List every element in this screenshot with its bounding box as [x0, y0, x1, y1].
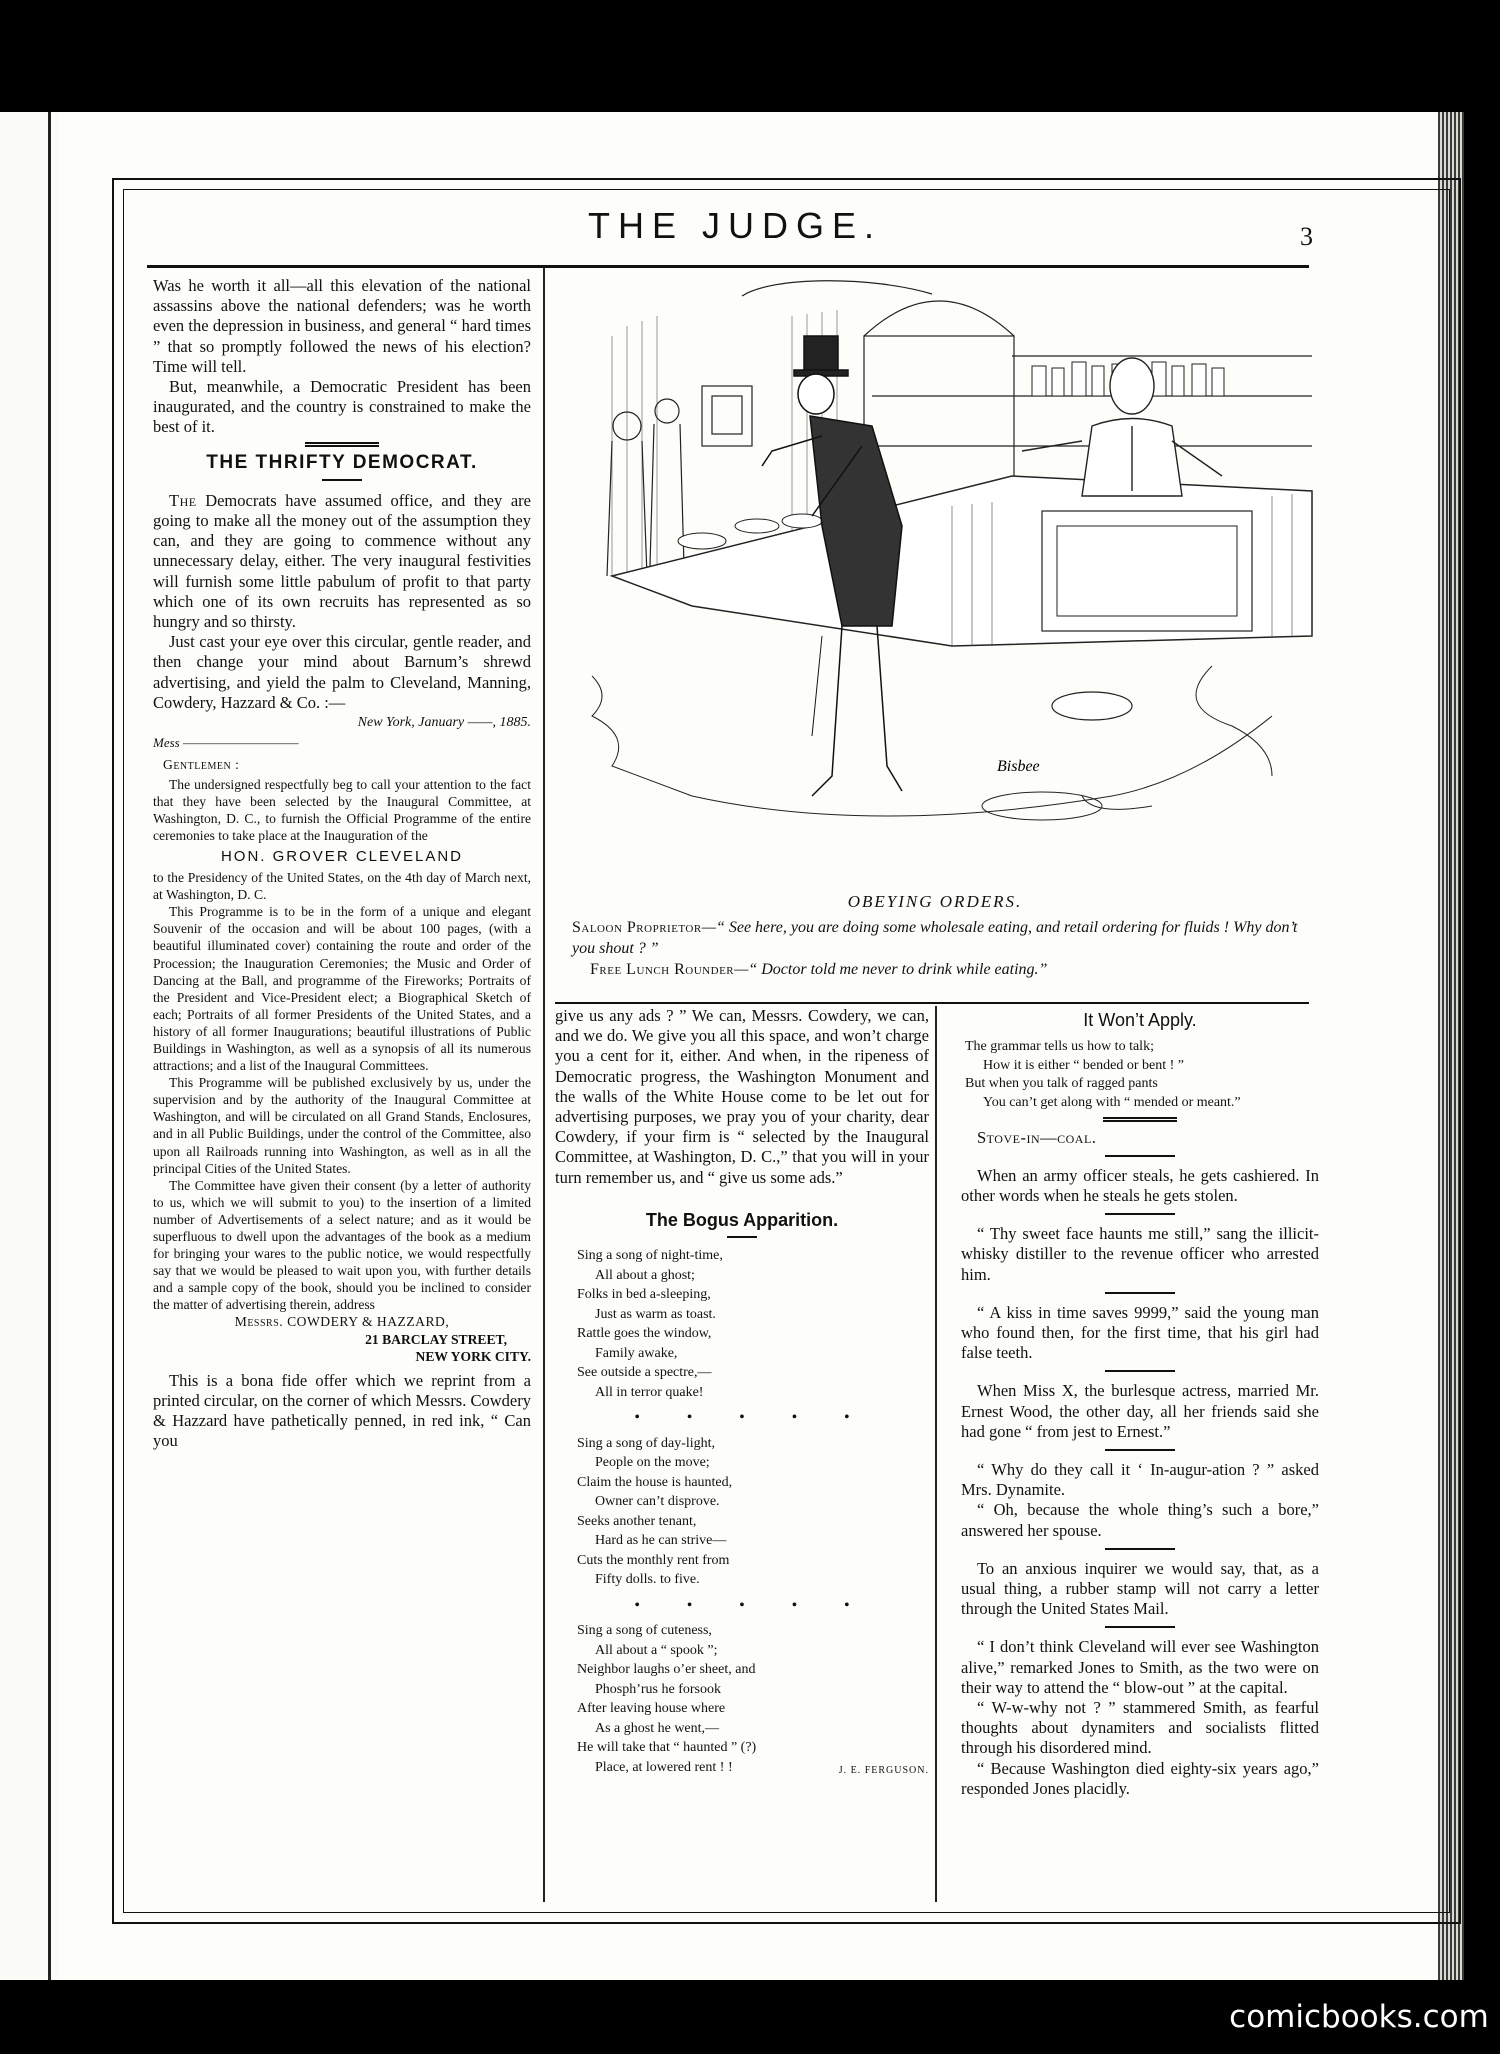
poem-line: Phosph’rus he forsook	[595, 1681, 721, 1697]
circular-dateline: New York, January ——, 1885.	[357, 715, 531, 731]
poem-line: All about a ghost;	[595, 1267, 695, 1283]
poem-line: Sing a song of day-light,	[577, 1435, 716, 1451]
poem-line: Claim the house is haunted,	[577, 1474, 733, 1490]
joke-cleveland-smith: “ W-w-why not ? ” stammered Smith, as fearful thoughts about dynamiters and socialists flitted through his disordered mind.	[961, 1698, 1319, 1758]
circular-paragraph: The Committee have given their consent (by a letter of authority to us, which we will submit to you) to the insertion of a limited number of Advertisements of a select nature; and as it would be superfluous to dwell upon the advantages of the book as a medium for bringing your wares to the public notice, we would respectfully say that we would be pleased to wait upon you, with further details and a sample copy of the book, should you be inclined to consider the matter of advertising therein, address	[153, 1177, 531, 1313]
poem-line: Sing a song of night-time,	[577, 1248, 723, 1264]
poem-bogus-apparition	[555, 1246, 929, 1781]
poem-line: Owner can’t disprove.	[595, 1494, 720, 1510]
poem-signature: J. E. FERGUSON.	[838, 1765, 929, 1777]
cartoon-caption-title: OBEYING ORDERS.	[847, 892, 1023, 911]
poem-title-divider	[727, 1236, 757, 1238]
item-divider	[1105, 1292, 1175, 1294]
poem-line: Place, at lowered rent ! !	[595, 1759, 733, 1775]
joke-inauguration: “ Why do they call it ‘ In-augur-ation ? ” asked Mrs. Dynamite.	[961, 1460, 1319, 1500]
item-divider	[1105, 1626, 1175, 1628]
heading-divider	[322, 479, 362, 481]
joke-stove: Stove-in—coal.	[977, 1127, 1097, 1147]
column-rule-1	[543, 268, 545, 1902]
verse-title: It Won’t Apply.	[1083, 1010, 1197, 1030]
circular-paragraph: to the Presidency of the United States, on the 4th day of March next, at Washington, D. C.	[153, 870, 531, 903]
joke-cleveland: “ I don’t think Cleveland will ever see Washington alive,” remarked Jones to Smith, as the two were on their way to attend the “ blow-out ” at the capital.	[961, 1637, 1319, 1697]
opening-paragraph-2: But, meanwhile, a Democratic President has been inaugurated, and the country is constrained to make the best of it.	[153, 377, 531, 437]
article-paragraph: The Democrats have assumed office, and they are going to make all the money out of the assumption they can, and they are going to commence without any unnecessary delay, either. The very inaugural festivities will furnish some little pabulum of profit to that party which one of its own recruits has represented as so hungry and so thirsty.	[153, 490, 531, 632]
joke-kiss: “ A kiss in time saves 9999,” said the young man who found then, for the first time, that his girl had false teeth.	[961, 1302, 1319, 1363]
verse-line: But when you talk of ragged pants	[965, 1076, 1158, 1092]
poem-line: All about a “ spook ”;	[595, 1642, 718, 1658]
item-divider	[1103, 1117, 1177, 1122]
circular-paragraph: This Programme is to be in the form of a unique and elegant Souvenir of the occasion and will be about 100 pages, (with a beautiful illuminated cover) containing the route and order of the Procession; the Inauguration Ceremonies; the Music and Order of Dancing at the Ball, and programme of the Fireworks; Portraits of the President and Vice-President elect; a Biographical Sketch of each; Portraits of all former Presidents of the United States, and a history of all former Inaugurations; beautiful illustrations of Public Buildings in Washington, as well as a synopsis of all its numerous attractions; and a list of the Inaugural Committees.	[153, 904, 531, 1074]
poem-line: Cuts the monthly rent from	[577, 1552, 730, 1568]
poem-line: Hard as he can strive—	[595, 1533, 727, 1549]
section-divider	[305, 442, 379, 447]
cartoon-bottom-rule	[555, 1002, 1309, 1004]
joke-army: When an army officer steals, he gets cashiered. In other words when he steals he gets stolen.	[961, 1165, 1319, 1205]
poem-line: Fifty dolls. to five.	[595, 1572, 700, 1588]
poem-line: Folks in bed a-sleeping,	[577, 1287, 711, 1303]
column-middle	[555, 1006, 929, 1781]
address-street: 21 BARCLAY STREET,	[365, 1331, 507, 1347]
verse-line: How it is either “ bended or bent ! ”	[983, 1057, 1184, 1073]
poem-line: Rattle goes the window,	[577, 1326, 712, 1342]
item-divider	[1105, 1370, 1175, 1372]
masthead-title: THE JUDGE.	[587, 205, 882, 246]
poem-line: Sing a song of cuteness,	[577, 1623, 712, 1639]
facing-page-edge	[0, 112, 58, 1980]
poem-title: The Bogus Apparition.	[645, 1209, 839, 1230]
poem-line: Family awake,	[595, 1345, 678, 1361]
cartoon-dialogue	[572, 917, 1312, 980]
poem-line: He will take that “ haunted ” (?)	[577, 1740, 757, 1756]
joke-rubber-stamp: To an anxious inquirer we would say, that, as a usual thing, a rubber stamp will not carry a letter through the United States Mail.	[961, 1558, 1319, 1619]
page-number: 3	[1300, 222, 1313, 251]
article-paragraph: Just cast your eye over this circular, gentle reader, and then change your mind about Barnum’s shrewd advertising, and yield the palm to Cleveland, Manning, Cowdery, Hazzard & Co. :—	[153, 632, 531, 712]
joke-cleveland-punchline: “ Because Washington died eighty-six years ago,” responded Jones placidly.	[961, 1758, 1319, 1798]
joke-inauguration-answer: “ Oh, because the whole thing’s such a bore,” answered her spouse.	[961, 1500, 1319, 1540]
item-divider	[1105, 1155, 1175, 1157]
closing-paragraph: This is a bona fide offer which we reprint from a printed circular, on the corner of which Messrs. Cowdery & Hazzard have pathetically penned, in red ink, “ Can you	[153, 1370, 531, 1451]
item-divider	[1105, 1213, 1175, 1215]
poem-line: Seeks another tenant,	[577, 1513, 697, 1529]
poem-line: As a ghost he went,—	[595, 1720, 720, 1736]
poem-line: See outside a spectre,—	[577, 1365, 712, 1381]
joke-miss-x: When Miss X, the burlesque actress, married Mr. Ernest Wood, the other day, all her friends said she had gone “ from jest to Ernest.”	[961, 1381, 1319, 1441]
circular-paragraph: The undersigned respectfully beg to call your attention to the fact that they have been selected by the Inaugural Committee, at Washington, D. C., to furnish the Official Programme of the entire ceremonies to take place at the Inauguration of the	[153, 776, 531, 843]
column-right	[961, 1006, 1319, 1799]
continued-paragraph: give us any ads ? ” We can, Messrs. Cowdery, we can, and we do. We give you all this space, and won’t charge you a cent for it, either. And when, in the ripeness of Democratic progress, the Washington Monument and the walls of the White House come to be let out for advertising purposes, we pray you of your charity, dear Cowdery, if your firm is “ selected by the Inaugural Committee, at Washington, D. C.,” that you will in your turn remember us, and “ give us some ads.”	[555, 1006, 929, 1187]
verse-line: The grammar tells us how to talk;	[965, 1039, 1154, 1055]
dialogue-line-proprietor: Saloon Proprietor—“ See here, you are doing some wholesale eating, and retail ordering for fluids ! Why don’t you shout ? ”	[572, 919, 1298, 957]
site-watermark: comicbooks.com	[1228, 1992, 1490, 2042]
address-name: Messrs. COWDERY & HAZZARD,	[234, 1314, 450, 1330]
column-rule-2	[935, 1006, 937, 1902]
joke-sweet-face: “ Thy sweet face haunts me still,” sang the illicit-whisky distiller to the revenue officer who arrested him.	[961, 1224, 1319, 1284]
poem-line: Neighbor laughs o’er sheet, and	[577, 1662, 756, 1678]
cartoon-obeying-orders	[572, 276, 1314, 870]
circular-salutation-line: Mess ——————————	[153, 735, 299, 751]
article-heading-thrifty-democrat: THE THRIFTY DEMOCRAT.	[206, 451, 478, 473]
masthead-rule	[147, 265, 1309, 268]
poem-line: Just as warm as toast.	[595, 1306, 716, 1322]
poem-line: After leaving house where	[577, 1701, 726, 1717]
dialogue-line-rounder: Free Lunch Rounder—“ Doctor told me never to drink while eating.”	[590, 961, 1048, 978]
address-city: NEW YORK CITY.	[415, 1348, 531, 1364]
poem-line: People on the move;	[595, 1455, 710, 1471]
stanza-break: • • • • •	[634, 1410, 872, 1426]
item-divider	[1105, 1548, 1175, 1550]
opening-paragraph: Was he worth it all—all this elevation of the national assassins above the national defenders; was he worth even the depression in business, and general “ hard times ” that so promptly followed the news of his election? Time will tell.	[153, 276, 531, 376]
circular-honoree: HON. GROVER CLEVELAND	[220, 847, 464, 865]
circular-paragraph: This Programme will be published exclusively by us, under the supervision and by the authority of the Inaugural Committee at Washington, and will be circulated on all Grand Stands, Enclosures, and in all Public Buildings, under the control of the Committee, also upon all Railroads running into Washington, as well as in all the principal Cities of the United States.	[153, 1075, 531, 1176]
stanza-break: • • • • •	[634, 1597, 872, 1613]
verse-it-wont-apply	[961, 1038, 1319, 1112]
circular-greeting: Gentlemen :	[163, 757, 240, 773]
verse-line: You can’t get along with “ mended or meant.”	[983, 1094, 1241, 1110]
poem-line: All in terror quake!	[595, 1384, 704, 1400]
item-divider	[1105, 1449, 1175, 1451]
cartoon-signature: Bisbee	[997, 758, 1040, 775]
column-left	[153, 276, 531, 1452]
